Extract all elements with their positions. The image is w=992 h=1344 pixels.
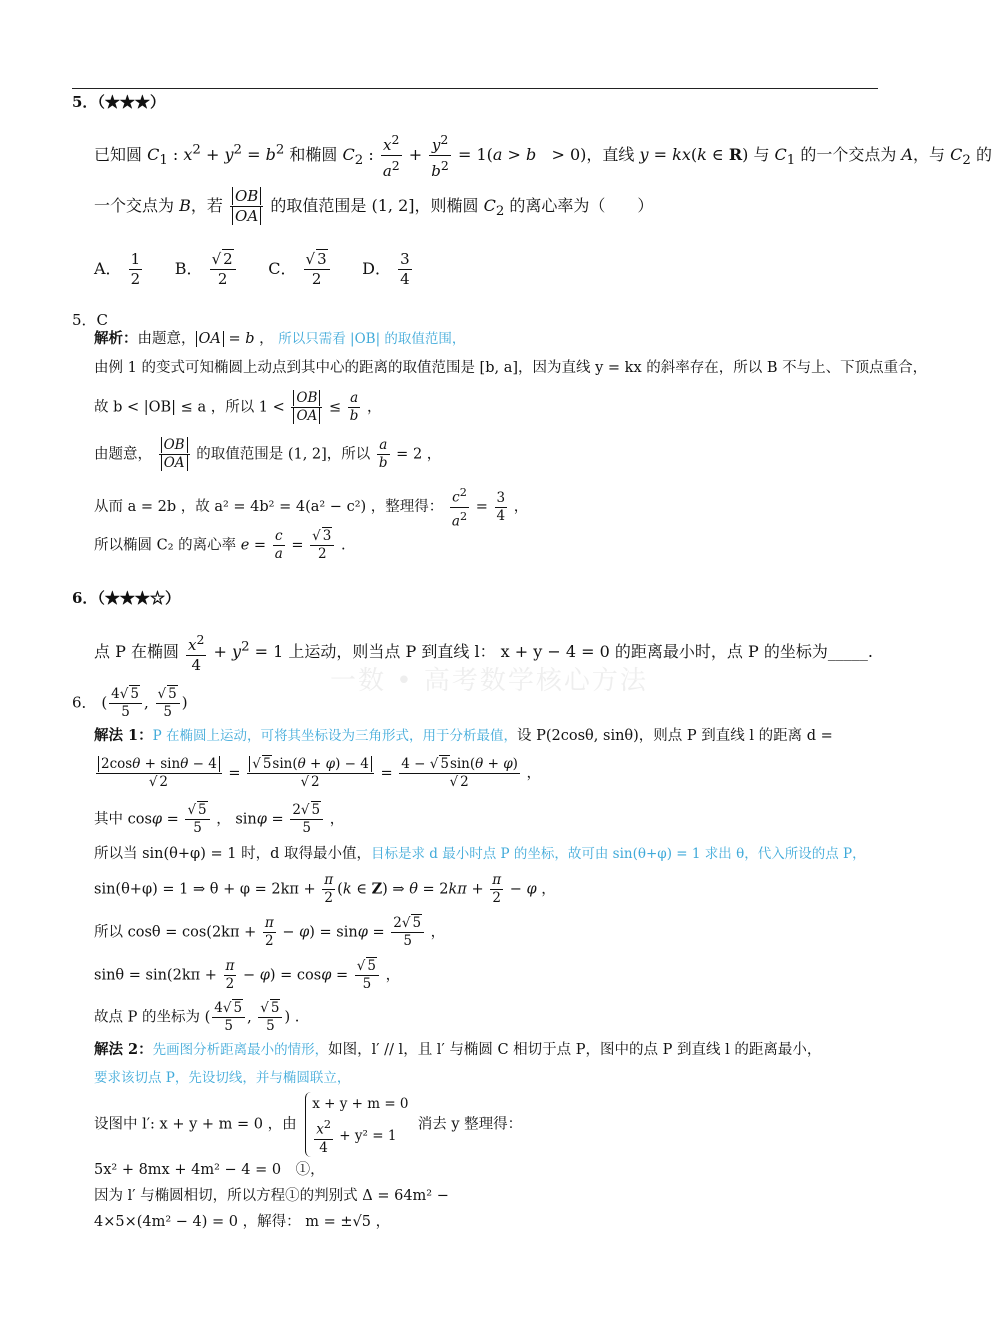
q6-sol1-cos: 所以 cosθ = cos(2kπ + $\frac{\pi}{2}$ − φ) = sinφ = $\frac{2√ 5}{5}$ ， bbox=[94, 915, 446, 949]
top-rule bbox=[72, 88, 878, 89]
q6-sol1-where: 其中 cosφ = $\frac{√ 5}{5}$ ， sinφ = $\frac{2√ 5}{5}$ ， bbox=[94, 802, 345, 836]
q5-analysis-line1: 解析：由题意， OA = b ， 所以只需看 |OB| 的取值范围， bbox=[94, 330, 466, 347]
equation-system: x + y + m = 0 $\frac{x^2}{4}$ + y² = 1 bbox=[305, 1092, 408, 1157]
q5-analysis-line3: 故 b < |OB| ≤ a ，所以 1 < $\frac{OB}{OA}$ ≤ $\frac{a}{b}$ ， bbox=[94, 390, 382, 424]
q6-sol1-implies: sin(θ+φ) = 1 ⇒ θ + φ = 2kπ + $\frac{\pi}{2}$ (k ∈ Z) ⇒ θ = 2kπ + $\frac{\pi}{2}$ − φ ， bbox=[94, 872, 556, 906]
q6-sol1-line1: 解法 1：P 在椭圆上运动，可将其坐标设为三角形式，用于分析最值，设 P(2cosθ, sinθ)，则点 P 到直线 l 的距离 d = bbox=[94, 727, 833, 744]
q6-sol2-quad: 5x² + 8mx + 4m² − 4 = 0 ①， bbox=[94, 1162, 325, 1178]
watermark: 一数 • 高考数学核心方法 bbox=[330, 666, 648, 696]
q5-number: 5．（★★★） bbox=[72, 93, 165, 111]
q6-sol1-distance: $\frac{2\cos\theta + \sin\theta - 4}{√ 2}$ = $\frac{√ 5\sin(\theta + \varphi) - 4}{√ 2}$ = $\frac{4 - √ 5\sin(\theta + \varphi)}{√ 2}$ ， bbox=[94, 756, 890, 791]
option-b: B． bbox=[174, 259, 203, 278]
option-c: C． bbox=[268, 259, 297, 278]
q6-stem: 点 P 在椭圆 $\frac{x^2}{4}$ + $y^2 = 1$ 上运动，则当点 P 到直线 l： x + y − 4 = 0 的距离最小时，点 P 的坐标为_____. bbox=[94, 632, 873, 674]
option-a: A． bbox=[94, 259, 122, 278]
q6-number: 6．（★★★☆） bbox=[72, 589, 180, 607]
q6-sol2-line1: 解法 2：先画图分析距离最小的情形，如图，l′ // l，且 l′ 与椭圆 C 相切于点 P，图中的点 P 到直线 l 的距离最小， bbox=[94, 1041, 822, 1058]
q6-sol2-line2: 要求该切点 P，先设切线，并与椭圆联立， bbox=[94, 1070, 351, 1086]
q5-analysis-line6: 所以椭圆 C₂ 的离心率 e = $\frac{c}{a}$ = $\frac{√ 3}{2}$ . bbox=[94, 528, 346, 562]
q6-sol2-system: 设图中 l′: x + y + m = 0 ，由 x + y + m = 0 $\frac{x^2}{4}$ + y² = 1 消去 y 整理得： bbox=[94, 1092, 890, 1157]
q6-answer: 6． ( $\frac{4√ 5}{5}$ , $\frac{√ 5}{5}$ ) bbox=[72, 686, 188, 720]
q6-sol1-sin: sinθ = sin(2kπ + $\frac{\pi}{2}$ − φ) = cosφ = $\frac{√ 5}{5}$ ， bbox=[94, 958, 401, 992]
q6-sol2-tangent: 因为 l′ 与椭圆相切，所以方程①的判别式 Δ = 64m² − bbox=[94, 1188, 449, 1204]
q5-answer: 5．C bbox=[72, 311, 109, 329]
option-d: D． bbox=[362, 259, 392, 278]
q6-sol1-when: 所以当 sin(θ+φ) = 1 时，d 取得最小值，目标是求 d 最小时点 P 的坐标，故可由 sin(θ+φ) = 1 求出 θ，代入所设的点 P， bbox=[94, 846, 866, 862]
q6-sol1-final: 故点 P 的坐标为 ( $\frac{4√ 5}{5}$ , $\frac{√ 5}{5}$ ) . bbox=[94, 1000, 300, 1034]
q5-options: A． $\frac{1}{2}$ B． $\frac{√ 2}{2}$ C． $\frac{√ 3}{2}$ D． $\frac{3}{4}$ bbox=[94, 250, 410, 288]
q6-sol2-solve: 4×5×(4m² − 4) = 0 ，解得： m = ±√5 ， bbox=[94, 1214, 391, 1230]
q5-analysis-line4: 由题意， $\frac{OB}{OA}$ 的取值范围是 (1, 2]，所以 $\frac{a}{b}$ = 2 ， bbox=[94, 437, 442, 471]
q5-stem-line1: 已知圆 $C_1$ : $x^2 + y^2 = b^2$ 和椭圆 $C_2$ : $\frac{x^2}{a^2}$ + $\frac{y^2}{b^2}$ = 1(a > b > 0)，直线 y = kx(k ∈ R) 与 $C_1$ 的一个交点为 A，与 $C_2$ 的 bbox=[94, 132, 992, 180]
q5-analysis-line5: 从而 a = 2b ，故 a² = 4b² = 4(a² − c²) ，整理得： $\frac{c^2}{a^2}$ = $\frac{3}{4}$ ， bbox=[94, 486, 529, 529]
q5-analysis-line2: 由例 1 的变式可知椭圆上动点到其中心的距离的取值范围是 [b, a]，因为直线 y = kx 的斜率存在，所以 B 不与上、下顶点重合， bbox=[94, 360, 928, 376]
q5-stem-line2: 一个交点为 B，若 $\frac{OB}{OA}$ 的取值范围是 (1, 2]，则椭圆 $C_2$ 的离心率为（ ） bbox=[94, 187, 654, 225]
